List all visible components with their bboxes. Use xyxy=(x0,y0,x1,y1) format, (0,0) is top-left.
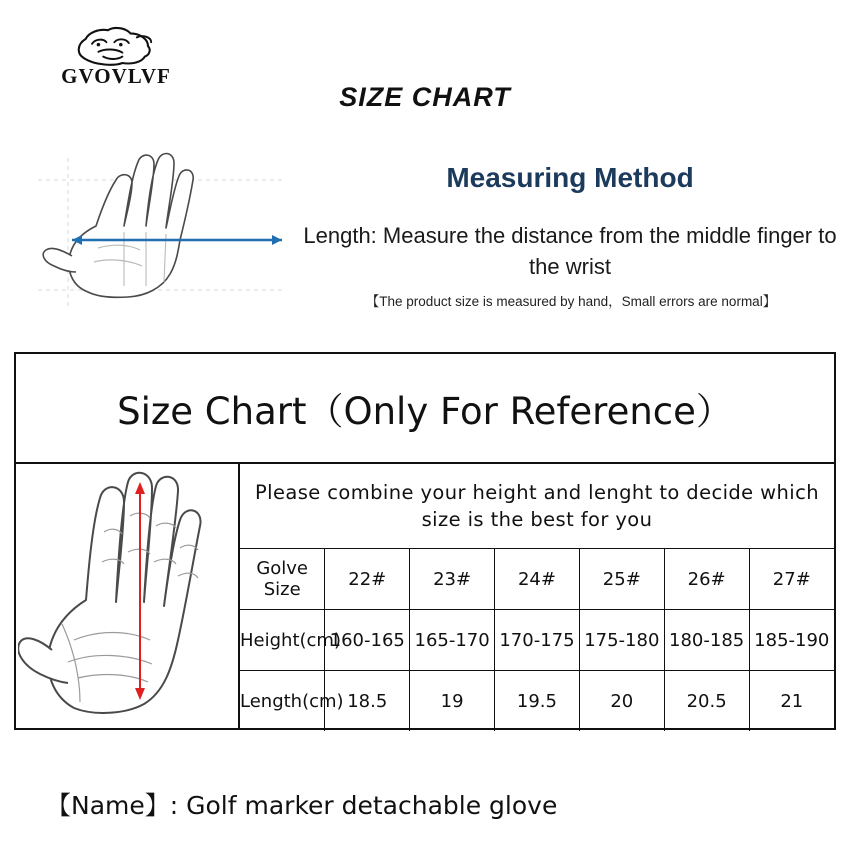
product-name: 【Name】: Golf marker detachable glove xyxy=(46,791,558,820)
size-chart-frame xyxy=(14,352,836,730)
cell-value: 18.5 xyxy=(325,671,410,732)
cell-value: 24# xyxy=(495,549,580,610)
cell-value: 180-185 xyxy=(664,610,749,671)
cell-value: 20.5 xyxy=(664,671,749,732)
cell-value: 19.5 xyxy=(495,671,580,732)
hand-illustration-cell xyxy=(16,464,240,728)
brand-logo xyxy=(46,26,186,89)
cell-value: 160-165 xyxy=(325,610,410,671)
measuring-method-heading: Measuring Method xyxy=(446,162,694,193)
size-table xyxy=(240,464,834,731)
gorilla-head-icon xyxy=(68,26,164,68)
cell-value: 185-190 xyxy=(749,610,834,671)
cell-value: 19 xyxy=(410,671,495,732)
size-chart-body xyxy=(16,464,834,728)
table-instruction-row xyxy=(240,464,834,549)
cell-value: 23# xyxy=(410,549,495,610)
cell-value: 22# xyxy=(325,549,410,610)
hand-length-illustration xyxy=(18,464,238,726)
table-instruction: Please combine your height and lenght to decide which size is the best for you xyxy=(240,464,834,549)
cell-value: 27# xyxy=(749,549,834,610)
hand-measure-illustration xyxy=(28,140,296,325)
row-label: Length(cm) xyxy=(240,671,325,732)
cell-value: 20 xyxy=(579,671,664,732)
page-title: SIZE CHART xyxy=(339,82,511,112)
measuring-method-description: Length: Measure the distance from the middle finger to the wrist xyxy=(303,223,837,279)
table-row xyxy=(240,610,834,671)
brand-name: GVOVLVF xyxy=(61,64,171,88)
measuring-method-note: 【The product size is measured by hand，Small errors are normal】 xyxy=(365,294,777,309)
size-chart-heading: Size Chart（Only For Reference） xyxy=(16,354,834,464)
cell-value: 26# xyxy=(664,549,749,610)
row-label: Height(cm) xyxy=(240,610,325,671)
cell-value: 165-170 xyxy=(410,610,495,671)
cell-value: 175-180 xyxy=(579,610,664,671)
cell-value: 21 xyxy=(749,671,834,732)
cell-value: 25# xyxy=(579,549,664,610)
cell-value: 170-175 xyxy=(495,610,580,671)
size-table-cell xyxy=(240,464,834,728)
row-label: Golve Size xyxy=(240,549,325,610)
table-row xyxy=(240,671,834,732)
table-row xyxy=(240,549,834,610)
